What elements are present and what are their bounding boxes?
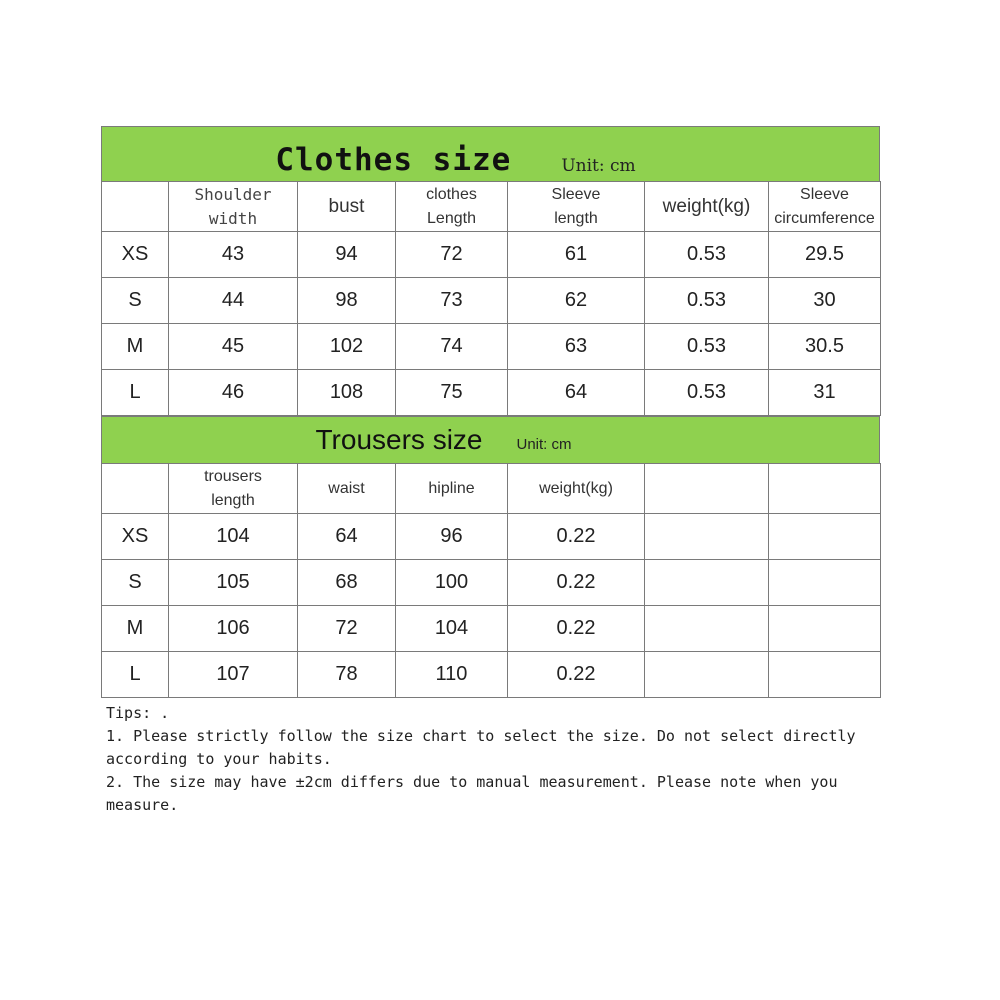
trousers-header-cell: hipline	[396, 464, 508, 514]
trousers-row	[102, 606, 881, 652]
clothes-header-cell: weight(kg)	[645, 182, 769, 232]
clothes-unit-label: Unit: cm	[561, 156, 636, 176]
clothes-header-cell: Shoulder width	[169, 182, 298, 232]
clothes-value-cell: 0.53	[645, 278, 769, 324]
clothes-size-table	[101, 181, 881, 416]
clothes-header-row	[102, 182, 881, 232]
clothes-value-cell: 102	[298, 324, 396, 370]
trousers-header-row	[102, 464, 881, 514]
trousers-size-banner	[101, 416, 880, 463]
clothes-header-cell: bust	[298, 182, 396, 232]
clothes-header-cell	[102, 182, 169, 232]
clothes-row	[102, 370, 881, 416]
trousers-value-cell: 107	[169, 652, 298, 698]
trousers-header-cell: weight(kg)	[508, 464, 645, 514]
clothes-size-label: L	[102, 370, 169, 416]
trousers-value-cell	[645, 606, 769, 652]
clothes-row	[102, 232, 881, 278]
trousers-size-label: XS	[102, 514, 169, 560]
clothes-size-title: Clothes size	[275, 142, 512, 178]
clothes-value-cell: 30.5	[769, 324, 881, 370]
trousers-value-cell: 104	[396, 606, 508, 652]
trousers-value-cell: 100	[396, 560, 508, 606]
clothes-size-banner	[101, 126, 880, 181]
clothes-value-cell: 31	[769, 370, 881, 416]
trousers-value-cell: 0.22	[508, 606, 645, 652]
clothes-size-label: M	[102, 324, 169, 370]
clothes-header-cell: Sleeve circumference	[769, 182, 881, 232]
trousers-value-cell: 0.22	[508, 560, 645, 606]
trousers-value-cell: 105	[169, 560, 298, 606]
trousers-header-cell	[645, 464, 769, 514]
trousers-header-cell: waist	[298, 464, 396, 514]
trousers-size-label: L	[102, 652, 169, 698]
trousers-row	[102, 514, 881, 560]
trousers-size-label: M	[102, 606, 169, 652]
trousers-value-cell: 64	[298, 514, 396, 560]
clothes-value-cell: 63	[508, 324, 645, 370]
tips-section	[106, 702, 886, 817]
trousers-value-cell: 0.22	[508, 514, 645, 560]
clothes-value-cell: 74	[396, 324, 508, 370]
trousers-value-cell: 110	[396, 652, 508, 698]
trousers-value-cell: 106	[169, 606, 298, 652]
trousers-value-cell	[645, 652, 769, 698]
size-chart	[101, 126, 880, 698]
clothes-value-cell: 46	[169, 370, 298, 416]
trousers-header-cell	[769, 464, 881, 514]
clothes-size-label: S	[102, 278, 169, 324]
trousers-value-cell: 104	[169, 514, 298, 560]
trousers-size-table	[101, 463, 881, 698]
tip-2: 2. The size may have ±2cm differs due to manual measurement. Please note when you measure.	[106, 773, 847, 814]
clothes-value-cell: 29.5	[769, 232, 881, 278]
tip-1: 1. Please strictly follow the size chart to select the size. Do not select directly according to your habits.	[106, 727, 865, 768]
clothes-value-cell: 30	[769, 278, 881, 324]
trousers-size-label: S	[102, 560, 169, 606]
trousers-row	[102, 560, 881, 606]
clothes-value-cell: 45	[169, 324, 298, 370]
trousers-value-cell	[645, 514, 769, 560]
tips-heading: Tips: .	[106, 704, 170, 722]
clothes-row	[102, 324, 881, 370]
trousers-value-cell	[769, 652, 881, 698]
trousers-unit-label: Unit: cm	[516, 435, 572, 453]
clothes-value-cell: 108	[298, 370, 396, 416]
trousers-value-cell: 0.22	[508, 652, 645, 698]
trousers-value-cell: 96	[396, 514, 508, 560]
clothes-value-cell: 0.53	[645, 324, 769, 370]
trousers-value-cell	[769, 514, 881, 560]
clothes-value-cell: 43	[169, 232, 298, 278]
clothes-value-cell: 0.53	[645, 232, 769, 278]
trousers-header-cell	[102, 464, 169, 514]
clothes-value-cell: 64	[508, 370, 645, 416]
clothes-value-cell: 62	[508, 278, 645, 324]
clothes-value-cell: 72	[396, 232, 508, 278]
clothes-header-cell: Sleeve length	[508, 182, 645, 232]
trousers-value-cell	[769, 560, 881, 606]
clothes-value-cell: 61	[508, 232, 645, 278]
trousers-value-cell: 78	[298, 652, 396, 698]
trousers-value-cell	[645, 560, 769, 606]
trousers-value-cell	[769, 606, 881, 652]
trousers-value-cell: 72	[298, 606, 396, 652]
clothes-value-cell: 75	[396, 370, 508, 416]
clothes-size-label: XS	[102, 232, 169, 278]
trousers-header-cell: trousers length	[169, 464, 298, 514]
clothes-value-cell: 94	[298, 232, 396, 278]
trousers-size-title: Trousers size	[315, 424, 483, 455]
clothes-header-cell: clothes Length	[396, 182, 508, 232]
clothes-row	[102, 278, 881, 324]
clothes-value-cell: 0.53	[645, 370, 769, 416]
clothes-value-cell: 73	[396, 278, 508, 324]
trousers-row	[102, 652, 881, 698]
clothes-value-cell: 98	[298, 278, 396, 324]
trousers-value-cell: 68	[298, 560, 396, 606]
clothes-value-cell: 44	[169, 278, 298, 324]
